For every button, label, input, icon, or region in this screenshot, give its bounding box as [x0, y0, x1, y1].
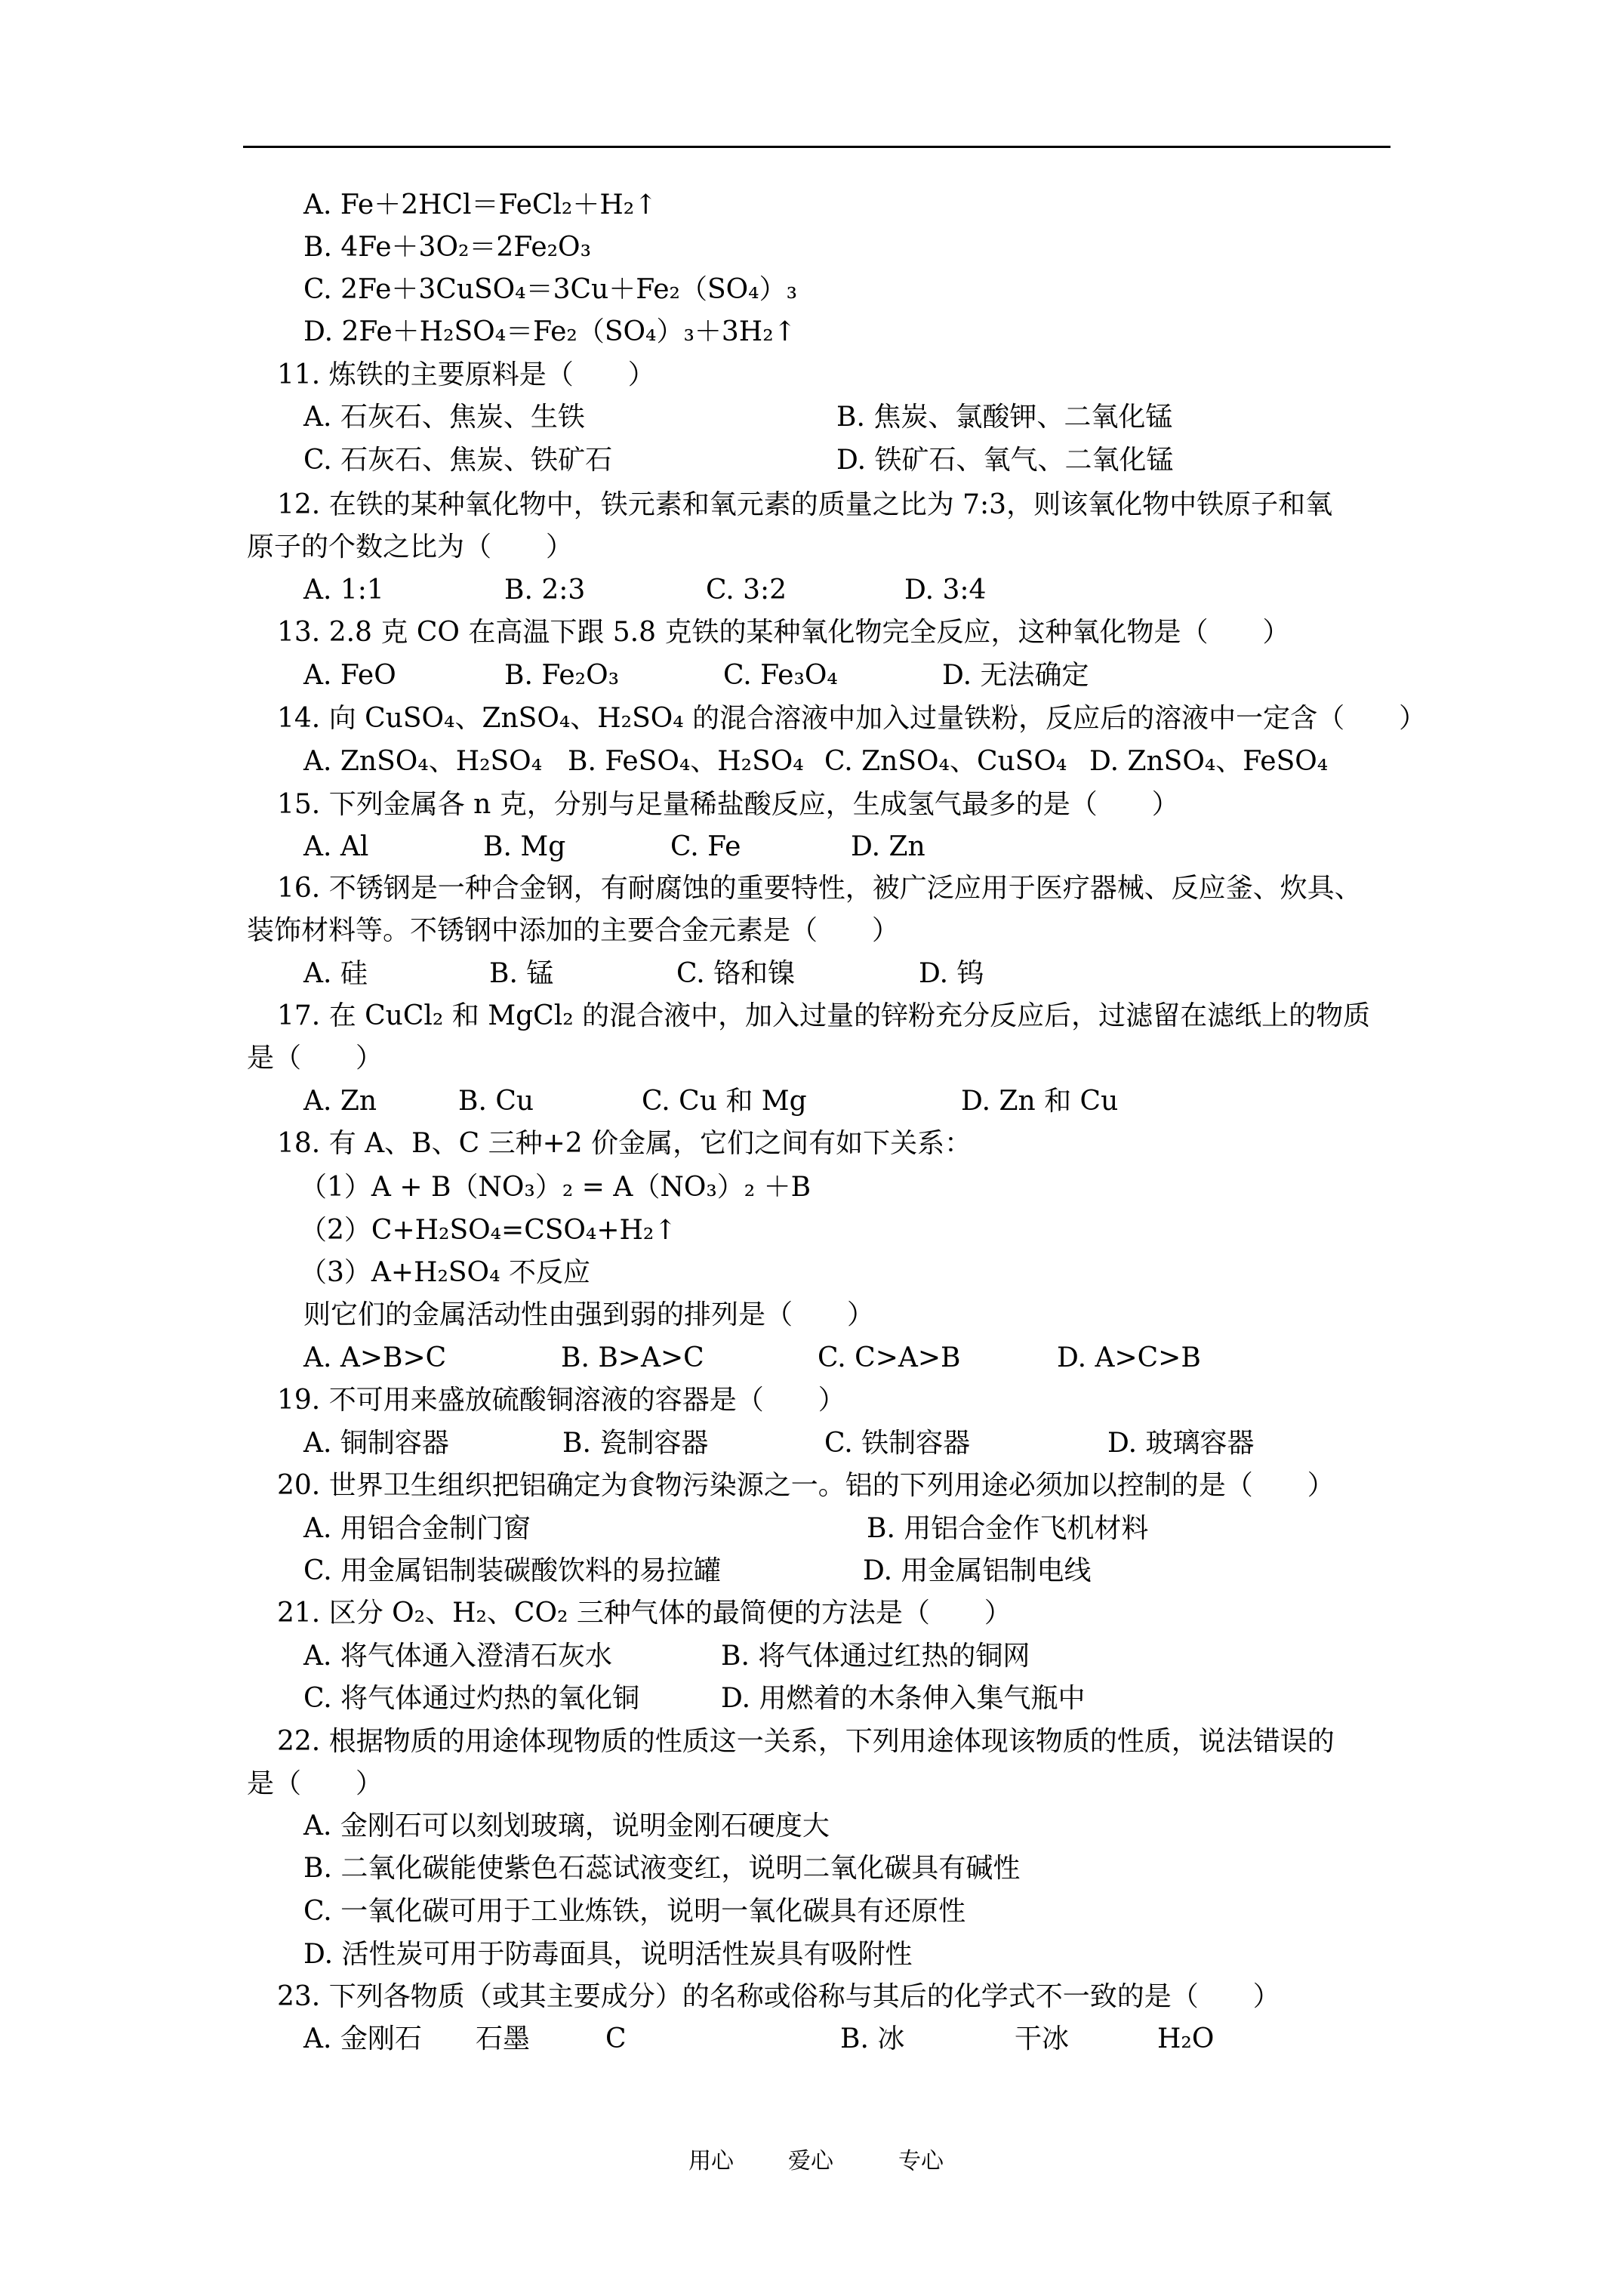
footer-word: 爱心	[788, 2148, 833, 2174]
answer-option: A. 石灰石、焦炭、生铁	[303, 402, 585, 433]
answer-option: D. Zn 和 Cu	[961, 1086, 1119, 1117]
question-line: 16. 不锈钢是一种合金钢，有耐腐蚀的重要特性，被广泛应用于医疗器械、反应釜、炊具、	[277, 873, 1362, 904]
answer-option: A. 1:1	[303, 575, 384, 606]
answer-option: D. 用燃着的木条伸入集气瓶中	[721, 1683, 1086, 1714]
answer-option: A. A>B>C	[303, 1342, 447, 1373]
answer-option: B. 焦炭、氯酸钾、二氧化锰	[836, 402, 1173, 433]
question-line: A. 金刚石可以刻划玻璃，说明金刚石硬度大	[303, 1811, 830, 1841]
question-line: A. Fe＋2HCl＝FeCl₂＋H₂↑	[303, 190, 658, 220]
answer-option: B. 将气体通过红热的铜网	[721, 1641, 1030, 1672]
answer-option: D. 无法确定	[942, 660, 1089, 691]
answer-option: B. B>A>C	[561, 1342, 704, 1373]
answer-option: D. A>C>B	[1057, 1342, 1201, 1373]
answer-option: D. 用金属铝制电线	[863, 1555, 1092, 1586]
answer-option: A. 硅	[303, 958, 368, 989]
answer-option: B. Mg	[483, 831, 566, 862]
answer-option: A. Al	[303, 831, 369, 862]
question-line: 11. 炼铁的主要原料是（ ）	[277, 359, 655, 390]
answer-option: C. C>A>B	[818, 1342, 961, 1373]
answer-option: C. 铁制容器	[824, 1428, 971, 1459]
answer-option: C. 将气体通过灼热的氧化铜	[303, 1683, 640, 1714]
question-line: 14. 向 CuSO₄、ZnSO₄、H₂SO₄ 的混合溶液中加入过量铁粉，反应后的溶液中一定含（ ）	[277, 703, 1427, 734]
question-line: （2）C+H₂SO₄=CSO₄+H₂↑	[300, 1215, 677, 1246]
answer-option: D. 玻璃容器	[1107, 1428, 1255, 1459]
answer-option: 石墨	[476, 2023, 531, 2054]
answer-option: A. Zn	[303, 1086, 377, 1117]
question-line: 是（ ）	[247, 1768, 383, 1799]
question-line: （1）A + B（NO₃）₂ = A（NO₃）₂ ＋B	[300, 1172, 812, 1203]
answer-option: A. ZnSO₄、H₂SO₄	[303, 746, 543, 777]
question-line: 装饰材料等。不锈钢中添加的主要合金元素是（ ）	[247, 915, 900, 946]
question-line: 19. 不可用来盛放硫酸铜溶液的容器是（ ）	[277, 1385, 845, 1416]
answer-option: B. FeSO₄、H₂SO₄	[568, 746, 804, 777]
answer-option: A. 将气体通入澄清石灰水	[303, 1641, 612, 1672]
answer-option: A. 用铝合金制门窗	[303, 1513, 531, 1544]
question-line: 15. 下列金属各 n 克，分别与足量稀盐酸反应，生成氢气最多的是（ ）	[277, 789, 1179, 820]
answer-option: C. Cu 和 Mg	[642, 1086, 807, 1117]
answer-option: A. 金刚石	[303, 2023, 422, 2054]
answer-option: A. 铜制容器	[303, 1428, 449, 1459]
question-line: B. 二氧化碳能使紫色石蕊试液变红，说明二氧化碳具有碱性	[303, 1853, 1021, 1884]
question-line: 22. 根据物质的用途体现物质的性质这一关系，下列用途体现该物质的性质，说法错误的	[277, 1726, 1335, 1757]
answer-option: B. 用铝合金作飞机材料	[867, 1513, 1149, 1544]
answer-option: C. Fe	[670, 831, 741, 862]
question-line: D. 活性炭可用于防毒面具，说明活性炭具有吸附性	[303, 1939, 913, 1970]
answer-option: 干冰	[1015, 2023, 1070, 2054]
answer-option: B. 锰	[489, 958, 554, 989]
question-line: C. 2Fe＋3CuSO₄＝3Cu＋Fe₂（SO₄）₃	[303, 274, 798, 305]
answer-option: D. Zn	[851, 831, 925, 862]
question-line: C. 一氧化碳可用于工业炼铁，说明一氧化碳具有还原性	[303, 1896, 966, 1927]
question-line: 原子的个数之比为（ ）	[247, 532, 574, 562]
question-line: 13. 2.8 克 CO 在高温下跟 5.8 克铁的某种氧化物完全反应，这种氧化物是（ ）	[277, 617, 1290, 648]
question-line: 则它们的金属活动性由强到弱的排列是（ ）	[303, 1299, 875, 1330]
answer-option: C. 铬和镍	[676, 958, 796, 989]
question-line: 20. 世界卫生组织把铝确定为食物污染源之一。铝的下列用途必须加以控制的是（ ）	[277, 1470, 1335, 1501]
header-rule	[243, 146, 1390, 148]
answer-option: B. 冰	[840, 2023, 905, 2054]
answer-option: C. ZnSO₄、CuSO₄	[824, 746, 1067, 777]
question-line: 18. 有 A、B、C 三种+2 价金属，它们之间有如下关系：	[277, 1128, 972, 1159]
answer-option: B. Fe₂O₃	[504, 660, 620, 691]
answer-option: D. 3:4	[904, 575, 987, 606]
answer-option: B. 2:3	[504, 575, 586, 606]
answer-option: B. Cu	[458, 1086, 534, 1117]
question-line: D. 2Fe＋H₂SO₄＝Fe₂（SO₄）₃＋3H₂↑	[303, 316, 796, 347]
answer-option: B. 瓷制容器	[562, 1428, 709, 1459]
answer-option: C	[605, 2023, 627, 2054]
answer-option: A. FeO	[303, 660, 396, 691]
question-line: 21. 区分 O₂、H₂、CO₂ 三种气体的最简便的方法是（ ）	[277, 1598, 1012, 1629]
answer-option: C. 3:2	[706, 575, 787, 606]
question-line: 是（ ）	[247, 1043, 383, 1074]
answer-option: C. 用金属铝制装碳酸饮料的易拉罐	[303, 1555, 722, 1586]
footer-word: 专心	[898, 2148, 944, 2174]
answer-option: D. 钨	[919, 958, 984, 989]
question-line: 17. 在 CuCl₂ 和 MgCl₂ 的混合液中，加入过量的锌粉充分反应后，过滤留在滤纸上的物质	[277, 1000, 1371, 1031]
question-line: 12. 在铁的某种氧化物中，铁元素和氧元素的质量之比为 7:3，则该氧化物中铁原子和氧	[277, 489, 1333, 520]
question-line: 23. 下列各物质（或其主要成分）的名称或俗称与其后的化学式不一致的是（ ）	[277, 1981, 1280, 2012]
answer-option: D. 铁矿石、氧气、二氧化锰	[836, 445, 1174, 476]
footer-word: 用心	[688, 2148, 734, 2174]
question-line: B. 4Fe＋3O₂＝2Fe₂O₃	[303, 232, 592, 263]
question-line: （3）A+H₂SO₄ 不反应	[300, 1257, 590, 1288]
answer-option: C. 石灰石、焦炭、铁矿石	[303, 445, 613, 476]
answer-option: H₂O	[1157, 2023, 1215, 2054]
answer-option: D. ZnSO₄、FeSO₄	[1089, 746, 1329, 777]
answer-option: C. Fe₃O₄	[723, 660, 838, 691]
